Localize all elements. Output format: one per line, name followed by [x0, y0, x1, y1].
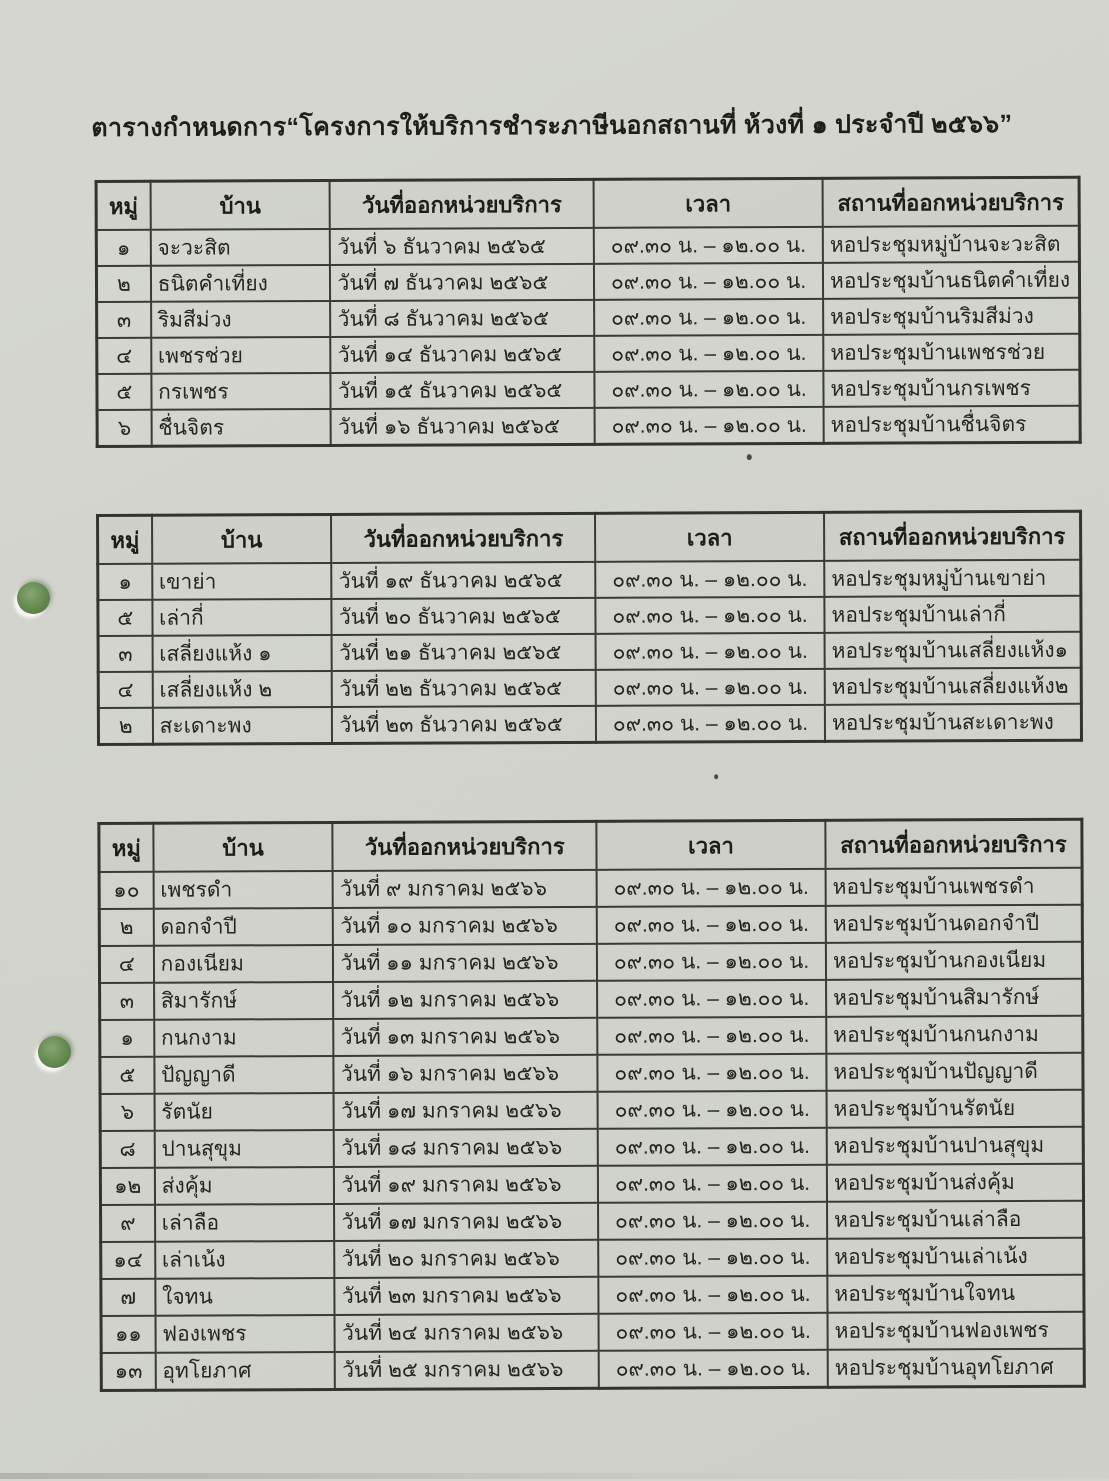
- table-row: [101, 1201, 1084, 1242]
- cell-service-location: หอประชุมบ้านธนิตคำเที่ยง: [823, 262, 1080, 299]
- header-service-date: วันที่ออกหน่วยบริการ: [333, 821, 597, 871]
- cell-time: ๐๙.๓๐ น. – ๑๒.๐๐ น.: [594, 335, 823, 372]
- cell-village-number: ๓: [98, 636, 152, 672]
- punch-hole: [17, 582, 50, 614]
- table-row: [98, 668, 1081, 708]
- table-row: [97, 370, 1080, 410]
- cell-time: ๐๙.๓๐ น. – ๑๒.๐๐ น.: [599, 1350, 828, 1388]
- table-row: [101, 1275, 1084, 1316]
- cell-village-number: ๗: [101, 1279, 155, 1316]
- cell-service-date: วันที่ ๒๔ มกราคม ๒๕๖๖: [335, 1314, 599, 1352]
- cell-time: ๐๙.๓๐ น. – ๑๒.๐๐ น.: [598, 1128, 827, 1166]
- cell-village-number: ๒: [96, 266, 150, 302]
- header-row: [99, 819, 1082, 872]
- cell-village-name: ปานสุขุม: [154, 1130, 334, 1168]
- cell-time: ๐๙.๓๐ น. – ๑๒.๐๐ น.: [596, 705, 825, 742]
- ink-dot: [747, 454, 752, 460]
- header-village-name: บ้าน: [153, 822, 333, 871]
- header-village-number: หมู่: [99, 823, 153, 872]
- cell-village-name: ใจทน: [155, 1278, 335, 1316]
- cell-service-date: วันที่ ๙ มกราคม ๒๕๖๖: [333, 870, 597, 908]
- header-time: เวลา: [595, 512, 824, 561]
- header-service-date: วันที่ออกหน่วยบริการ: [330, 179, 594, 229]
- table-row: [100, 1164, 1083, 1205]
- cell-service-location: หอประชุมบ้านฟองเพชร: [827, 1312, 1084, 1350]
- table-row: [100, 1016, 1083, 1057]
- cell-service-date: วันที่ ๑๘ มกราคม ๒๕๖๖: [334, 1129, 598, 1167]
- header-village-number: หมู่: [96, 181, 150, 230]
- table-body: [98, 560, 1082, 745]
- header-village-name: บ้าน: [150, 180, 330, 229]
- table-row: [100, 979, 1083, 1020]
- cell-village-number: ๔: [98, 672, 152, 708]
- cell-village-number: ๔: [99, 946, 153, 983]
- table-header: [96, 177, 1079, 230]
- cell-village-number: ๑๑: [101, 1316, 155, 1353]
- schedule-table-december-part1: [95, 176, 1082, 448]
- cell-time: ๐๙.๓๐ น. – ๑๒.๐๐ น.: [598, 1239, 827, 1277]
- cell-time: ๐๙.๓๐ น. – ๑๒.๐๐ น.: [597, 943, 826, 981]
- cell-service-location: หอประชุมบ้านริมสีม่วง: [823, 298, 1080, 335]
- table-row: [101, 1312, 1084, 1353]
- cell-service-date: วันที่ ๑๕ ธันวาคม ๒๕๖๕: [331, 372, 595, 409]
- cell-village-name: ธนิตคำเที่ยง: [151, 265, 331, 302]
- header-row: [98, 511, 1081, 564]
- table-row: [100, 1090, 1083, 1131]
- cell-village-number: ๒: [99, 909, 153, 946]
- cell-time: ๐๙.๓๐ น. – ๑๒.๐๐ น.: [598, 1202, 827, 1240]
- cell-village-name: เล่ากี่: [152, 599, 332, 636]
- cell-village-name: อุทโยภาศ: [155, 1352, 335, 1390]
- cell-service-date: วันที่ ๒๓ มกราคม ๒๕๖๖: [335, 1277, 599, 1315]
- cell-service-date: วันที่ ๒๐ มกราคม ๒๕๖๖: [335, 1240, 599, 1278]
- header-time: เวลา: [594, 178, 823, 227]
- cell-time: ๐๙.๓๐ น. – ๑๒.๐๐ น.: [597, 1054, 826, 1092]
- cell-time: ๐๙.๓๐ น. – ๑๒.๐๐ น.: [594, 263, 823, 300]
- header-service-location: สถานที่ออกหน่วยบริการ: [825, 819, 1082, 869]
- cell-village-name: เล่าลือ: [155, 1204, 335, 1242]
- cell-village-name: ฟองเพชร: [155, 1315, 335, 1353]
- cell-village-name: ชื่นจิตร: [151, 409, 331, 446]
- cell-service-location: หอประชุมบ้านอุทโยภาศ: [828, 1349, 1085, 1388]
- cell-village-name: รัตนัย: [154, 1093, 334, 1131]
- cell-service-location: หอประชุมบ้านเพชรดำ: [826, 868, 1083, 906]
- cell-time: ๐๙.๓๐ น. – ๑๒.๐๐ น.: [598, 1276, 827, 1314]
- table-row: [99, 905, 1082, 946]
- cell-village-name: เพชรดำ: [153, 871, 333, 909]
- cell-village-name: เสลี่ยงแห้ง ๑: [152, 635, 332, 672]
- cell-village-name: สะเดาะพง: [153, 707, 333, 744]
- cell-time: ๐๙.๓๐ น. – ๑๒.๐๐ น.: [597, 906, 826, 944]
- cell-service-location: หอประชุมบ้านเล่าลือ: [827, 1201, 1084, 1239]
- cell-service-location: หอประชุมบ้านเล่าเน้ง: [827, 1238, 1084, 1276]
- header-service-date: วันที่ออกหน่วยบริการ: [332, 513, 596, 563]
- cell-village-name: สิมารักษ์: [154, 982, 334, 1020]
- cell-service-location: หอประชุมบ้านสิมารักษ์: [826, 979, 1083, 1017]
- cell-time: ๐๙.๓๐ น. – ๑๒.๐๐ น.: [595, 561, 824, 598]
- cell-service-date: วันที่ ๑๗ มกราคม ๒๕๖๖: [334, 1092, 598, 1130]
- cell-village-name: ปัญญาดี: [154, 1056, 334, 1094]
- cell-time: ๐๙.๓๐ น. – ๑๒.๐๐ น.: [596, 669, 825, 706]
- cell-service-date: วันที่ ๒๕ มกราคม ๒๕๖๖: [335, 1351, 599, 1390]
- table-row: [98, 632, 1081, 672]
- cell-service-date: วันที่ ๒๓ ธันวาคม ๒๕๖๕: [332, 706, 596, 744]
- cell-village-name: ส่งคุ้ม: [155, 1167, 335, 1205]
- cell-time: ๐๙.๓๐ น. – ๑๒.๐๐ น.: [597, 1017, 826, 1055]
- cell-village-number: ๑: [100, 1020, 154, 1057]
- cell-service-location: หอประชุมบ้านชื่นจิตร: [824, 406, 1081, 444]
- cell-service-location: หอประชุมบ้านปัญญาดี: [826, 1053, 1083, 1091]
- table-row: [97, 406, 1080, 447]
- cell-time: ๐๙.๓๐ น. – ๑๒.๐๐ น.: [595, 407, 824, 444]
- cell-village-number: ๕: [100, 1057, 154, 1094]
- cell-village-name: ดอกจำปี: [153, 908, 333, 946]
- header-village-name: บ้าน: [152, 514, 332, 563]
- table-row: [98, 560, 1081, 600]
- cell-village-name: เขาย่า: [152, 563, 332, 600]
- cell-village-number: ๑๓: [101, 1353, 155, 1391]
- cell-time: ๐๙.๓๐ น. – ๑๒.๐๐ น.: [594, 227, 823, 264]
- table-row: [96, 226, 1079, 266]
- header-time: เวลา: [596, 820, 825, 869]
- cell-service-date: วันที่ ๑๖ ธันวาคม ๒๕๖๕: [331, 408, 595, 446]
- cell-village-number: ๑๐: [99, 872, 153, 909]
- cell-service-date: วันที่ ๒๐ ธันวาคม ๒๕๖๕: [332, 598, 596, 635]
- cell-service-location: หอประชุมบ้านเสลี่ยงแห้ง๑: [825, 632, 1082, 669]
- cell-service-date: วันที่ ๑๑ มกราคม ๒๕๖๖: [333, 944, 597, 982]
- cell-time: ๐๙.๓๐ น. – ๑๒.๐๐ น.: [596, 633, 825, 670]
- cell-service-date: วันที่ ๖ ธันวาคม ๒๕๖๕: [330, 228, 594, 265]
- cell-time: ๐๙.๓๐ น. – ๑๒.๐๐ น.: [599, 1313, 828, 1351]
- ink-dot: [714, 774, 718, 779]
- header-service-location: สถานที่ออกหน่วยบริการ: [823, 177, 1080, 227]
- cell-service-date: วันที่ ๑๒ มกราคม ๒๕๖๖: [334, 981, 598, 1019]
- cell-service-date: วันที่ ๒๑ ธันวาคม ๒๕๖๕: [332, 634, 596, 671]
- cell-service-location: หอประชุมบ้านส่งคุ้ม: [827, 1164, 1084, 1202]
- cell-village-name: กรเพชร: [151, 373, 331, 410]
- cell-service-location: หอประชุมบ้านรัตนัย: [827, 1090, 1084, 1128]
- cell-service-date: วันที่ ๒๒ ธันวาคม ๒๕๖๕: [332, 670, 596, 707]
- page-title: ตารางกำหนดการ“โครงการให้บริการชำระภาษีนอกสถานที่ ห้วงที่ ๑ ประจำปี ๒๕๖๖”: [91, 109, 1013, 143]
- cell-village-number: ๔: [97, 338, 151, 374]
- table-row: [101, 1349, 1084, 1391]
- cell-village-number: ๑: [96, 230, 150, 266]
- cell-village-name: เพชรช่วย: [151, 337, 331, 374]
- cell-time: ๐๙.๓๐ น. – ๑๒.๐๐ น.: [598, 1091, 827, 1129]
- table-row: [99, 942, 1082, 983]
- table-header: [98, 511, 1081, 564]
- cell-village-name: กนกงาม: [154, 1019, 334, 1057]
- cell-service-date: วันที่ ๑๙ ธันวาคม ๒๕๖๕: [332, 562, 596, 599]
- cell-service-location: หอประชุมบ้านเล่ากี่: [824, 596, 1081, 633]
- cell-village-number: ๑๔: [101, 1242, 155, 1279]
- cell-service-location: หอประชุมบ้านดอกจำปี: [826, 905, 1083, 943]
- cell-village-number: ๓: [97, 302, 151, 338]
- table-row: [99, 868, 1082, 909]
- cell-service-location: หอประชุมบ้านเสลี่ยงแห้ง๒: [825, 668, 1082, 705]
- table-row: [100, 1053, 1083, 1094]
- cell-village-name: จะวะสิต: [150, 229, 330, 266]
- cell-service-date: วันที่ ๑๗ มกราคม ๒๕๖๖: [335, 1203, 599, 1241]
- table-body: [99, 868, 1084, 1391]
- cell-service-date: วันที่ ๑๔ ธันวาคม ๒๕๖๕: [331, 336, 595, 373]
- scan-edge-shadow: [0, 1473, 1109, 1479]
- cell-time: ๐๙.๓๐ น. – ๑๒.๐๐ น.: [597, 869, 826, 907]
- cell-village-name: กองเนียม: [154, 945, 334, 983]
- cell-service-date: วันที่ ๑๙ มกราคม ๒๕๖๖: [334, 1166, 598, 1204]
- cell-service-location: หอประชุมหมู่บ้านจะวะสิต: [823, 226, 1080, 263]
- schedule-table-december-part2: [96, 510, 1083, 746]
- cell-service-location: หอประชุมบ้านใจทน: [827, 1275, 1084, 1313]
- cell-time: ๐๙.๓๐ น. – ๑๒.๐๐ น.: [595, 371, 824, 408]
- table-body: [96, 226, 1080, 447]
- cell-service-date: วันที่ ๘ ธันวาคม ๒๕๖๕: [331, 300, 595, 337]
- cell-village-number: ๓: [100, 983, 154, 1020]
- cell-service-date: วันที่ ๑๓ มกราคม ๒๕๖๖: [334, 1018, 598, 1056]
- cell-village-number: ๖: [100, 1094, 154, 1131]
- table-row: [96, 262, 1079, 302]
- cell-village-number: ๑: [98, 564, 152, 600]
- cell-village-name: เสลี่ยงแห้ง ๒: [152, 671, 332, 708]
- header-village-number: หมู่: [98, 515, 152, 564]
- table-row: [98, 704, 1081, 745]
- cell-village-number: ๘: [100, 1131, 154, 1168]
- cell-service-date: วันที่ ๑๐ มกราคม ๒๕๖๖: [333, 907, 597, 945]
- cell-service-location: หอประชุมบ้านปานสุขุม: [827, 1127, 1084, 1165]
- cell-time: ๐๙.๓๐ น. – ๑๒.๐๐ น.: [598, 1165, 827, 1203]
- header-service-location: สถานที่ออกหน่วยบริการ: [824, 511, 1081, 561]
- table-header: [99, 819, 1082, 872]
- cell-service-date: วันที่ ๗ ธันวาคม ๒๕๖๕: [330, 264, 594, 301]
- header-row: [96, 177, 1079, 230]
- cell-time: ๐๙.๓๐ น. – ๑๒.๐๐ น.: [595, 597, 824, 634]
- cell-village-number: ๖: [97, 410, 151, 447]
- schedule-table-january: [97, 818, 1085, 1392]
- table-row: [97, 298, 1080, 338]
- cell-service-location: หอประชุมบ้านกรเพชร: [823, 370, 1080, 407]
- table-row: [101, 1238, 1084, 1279]
- table-row: [98, 596, 1081, 636]
- cell-service-location: หอประชุมบ้านสะเดาะพง: [825, 704, 1082, 742]
- cell-service-location: หอประชุมบ้านเพชรช่วย: [823, 334, 1080, 371]
- cell-village-number: ๙: [101, 1205, 155, 1242]
- cell-village-name: เล่าเน้ง: [155, 1241, 335, 1279]
- cell-service-location: หอประชุมบ้านกนกงาม: [826, 1016, 1083, 1054]
- cell-service-date: วันที่ ๑๖ มกราคม ๒๕๖๖: [334, 1055, 598, 1093]
- cell-time: ๐๙.๓๐ น. – ๑๒.๐๐ น.: [597, 980, 826, 1018]
- cell-village-number: ๒: [98, 708, 152, 745]
- cell-service-location: หอประชุมบ้านกองเนียม: [826, 942, 1083, 980]
- cell-village-name: ริมสีม่วง: [151, 301, 331, 338]
- cell-village-number: ๕: [98, 600, 152, 636]
- table-row: [97, 334, 1080, 374]
- cell-village-number: ๕: [97, 374, 151, 410]
- punch-hole: [38, 1036, 71, 1068]
- cell-time: ๐๙.๓๐ น. – ๑๒.๐๐ น.: [594, 299, 823, 336]
- table-row: [100, 1127, 1083, 1168]
- cell-service-location: หอประชุมหมู่บ้านเขาย่า: [824, 560, 1081, 597]
- cell-village-number: ๑๒: [100, 1168, 154, 1205]
